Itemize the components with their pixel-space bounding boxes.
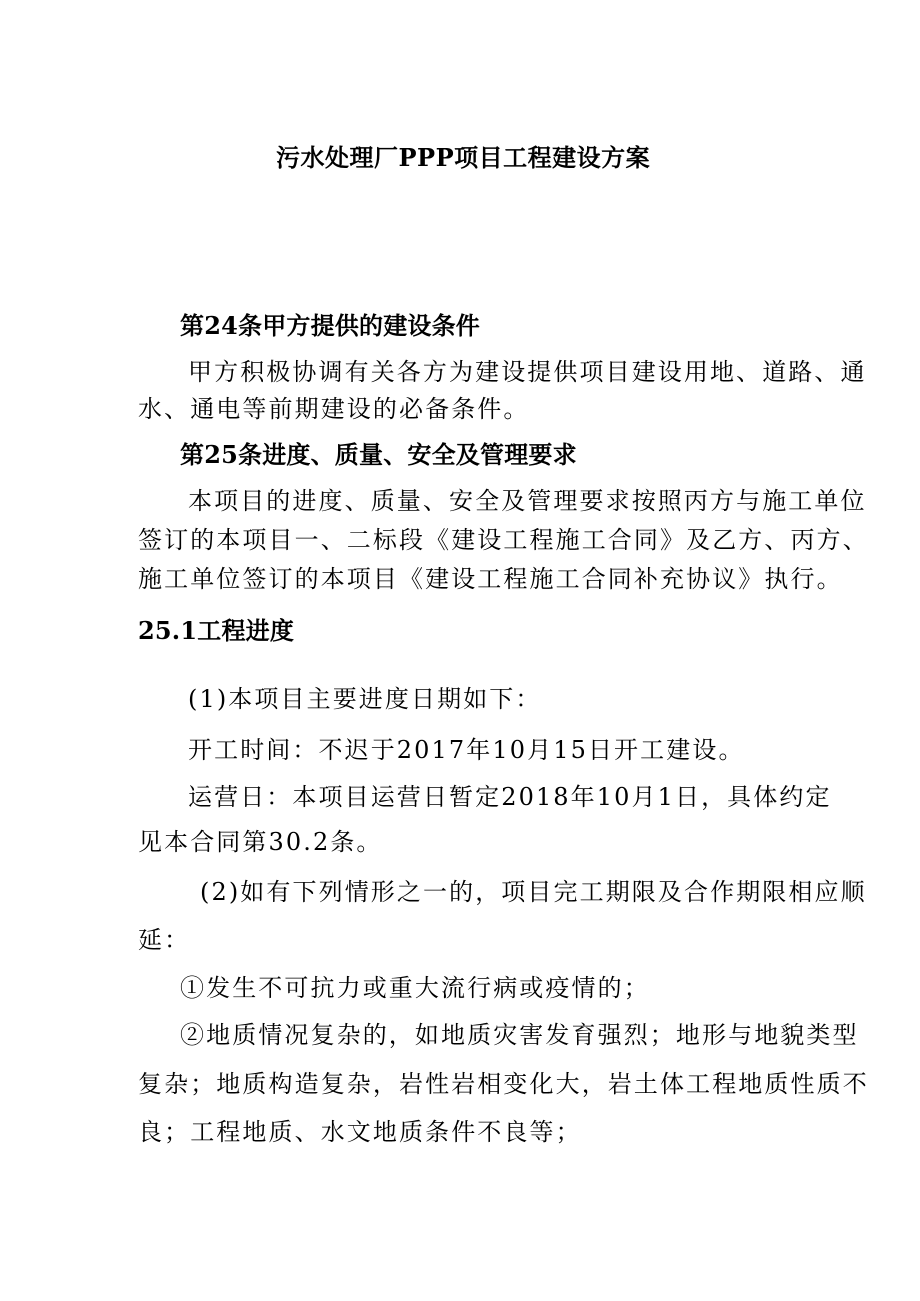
progress-item-1: (1)本项目主要进度日期如下： — [188, 685, 542, 713]
condition-2-line: ②地质情况复杂的，如地质灾害发育强烈；地形与地貌类型 — [180, 1021, 859, 1049]
operation-date-line: 见本合同第30.2条。 — [138, 828, 383, 856]
operation-date-line: 运营日：本项目运营日暂定2018年10月1日，具体约定 — [188, 783, 832, 811]
article-25-paragraph-line: 施工单位签订的本项目《建设工程施工合同补充协议》执行。 — [138, 565, 843, 593]
article-25-paragraph-line: 本项目的进度、质量、安全及管理要求按照丙方与施工单位 — [188, 487, 867, 515]
progress-item-2: (2)如有下列情形之一的，项目完工期限及合作期限相应顺 — [200, 878, 867, 906]
progress-item-2: 延： — [138, 926, 191, 954]
document-title: 污水处理厂PPP项目工程建设方案 — [276, 143, 651, 172]
article-24-paragraph-line: 甲方积极协调有关各方为建设提供项目建设用地、道路、通 — [188, 358, 867, 386]
start-date-line: 开工时间：不迟于2017年10月15日开工建设。 — [188, 736, 745, 764]
article-25-paragraph-line: 签订的本项目一、二标段《建设工程施工合同》及乙方、丙方、 — [138, 526, 869, 554]
condition-2-line: 复杂；地质构造复杂，岩性岩相变化大，岩土体工程地质性质不 — [138, 1070, 869, 1098]
condition-1: ①发生不可抗力或重大流行病或疫情的； — [180, 974, 650, 1002]
article-24-heading: 第24条甲方提供的建设条件 — [180, 311, 480, 340]
condition-2-line: 良；工程地质、水文地质条件不良等； — [138, 1118, 582, 1146]
section-25-1-heading: 25.1工程进度 — [138, 616, 295, 645]
article-25-heading: 第25条进度、质量、安全及管理要求 — [180, 440, 577, 469]
article-24-paragraph-line: 水、通电等前期建设的必备条件。 — [138, 395, 530, 423]
